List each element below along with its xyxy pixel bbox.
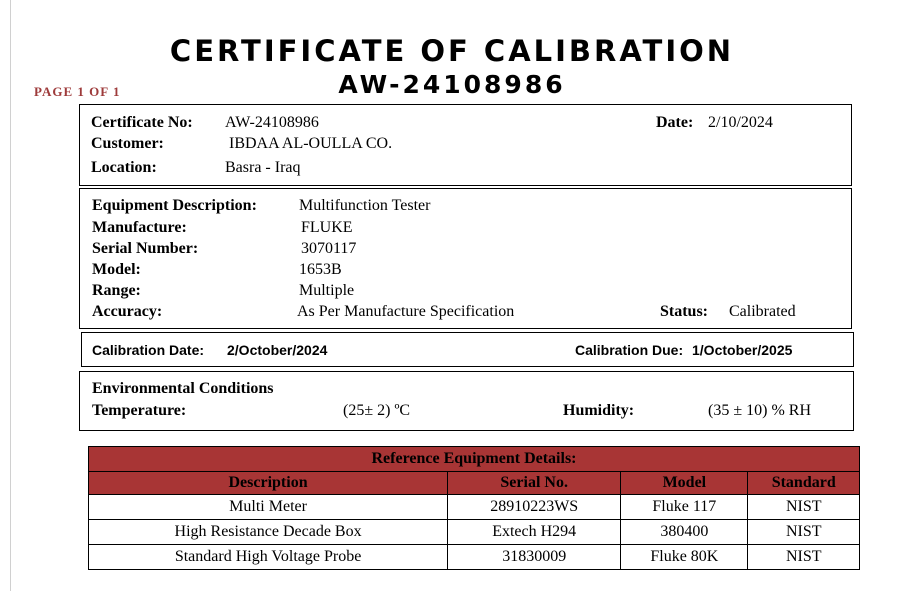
table-row bbox=[89, 520, 860, 545]
temperature-value: (25± 2) ºC bbox=[343, 402, 411, 419]
row-standard: NIST bbox=[748, 495, 860, 520]
reference-table-header-row bbox=[89, 472, 860, 495]
certificate-code: AW-24108986 bbox=[338, 70, 566, 99]
page-label: PAGE 1 OF 1 bbox=[34, 84, 121, 99]
calibration-due-value: 1/October/2025 bbox=[692, 342, 793, 358]
environment-box bbox=[79, 371, 854, 431]
calibration-box bbox=[81, 332, 854, 367]
date-value: 2/10/2024 bbox=[708, 114, 773, 131]
row-description: High Resistance Decade Box bbox=[89, 520, 448, 545]
column-header-description: Description bbox=[89, 472, 448, 495]
table-row bbox=[89, 495, 860, 520]
serial-label: Serial Number: bbox=[92, 240, 199, 257]
row-model: 380400 bbox=[621, 520, 748, 545]
customer-label: Customer: bbox=[91, 135, 164, 152]
cert-no-value: AW-24108986 bbox=[225, 114, 319, 131]
date-label: Date: bbox=[656, 114, 694, 131]
humidity-value: (35 ± 10) % RH bbox=[708, 402, 811, 419]
status-label: Status: bbox=[660, 303, 709, 320]
location-value: Basra - Iraq bbox=[225, 159, 301, 176]
column-header-standard: Standard bbox=[748, 472, 860, 495]
equipment-desc-value: Multifunction Tester bbox=[299, 197, 431, 214]
model-label: Model: bbox=[92, 261, 141, 278]
reference-table-title-row bbox=[89, 447, 860, 472]
serial-value: 3070117 bbox=[301, 240, 357, 257]
row-serial: 31830009 bbox=[448, 545, 621, 570]
accuracy-value: As Per Manufacture Specification bbox=[297, 303, 515, 320]
row-standard: NIST bbox=[748, 520, 860, 545]
row-model: Fluke 80K bbox=[621, 545, 748, 570]
table-row bbox=[89, 545, 860, 570]
row-description: Standard High Voltage Probe bbox=[89, 545, 448, 570]
environment-heading: Environmental Conditions bbox=[92, 380, 274, 397]
equipment-desc-label: Equipment Description: bbox=[92, 197, 257, 214]
accuracy-label: Accuracy: bbox=[92, 303, 163, 320]
column-header-serial: Serial No. bbox=[448, 472, 621, 495]
row-serial: Extech H294 bbox=[448, 520, 621, 545]
range-value: Multiple bbox=[299, 282, 355, 299]
calibration-due-label: Calibration Due: bbox=[575, 342, 684, 358]
reference-table-heading: Reference Equipment Details: bbox=[89, 447, 860, 472]
row-model: Fluke 117 bbox=[621, 495, 748, 520]
customer-value: IBDAA AL-OULLA CO. bbox=[229, 135, 393, 152]
row-serial: 28910223WS bbox=[448, 495, 621, 520]
equipment-box bbox=[79, 188, 852, 329]
humidity-label: Humidity: bbox=[563, 402, 635, 419]
certificate-title: CERTIFICATE OF CALIBRATION bbox=[169, 34, 735, 68]
row-standard: NIST bbox=[748, 545, 860, 570]
temperature-label: Temperature: bbox=[92, 402, 187, 419]
manufacture-label: Manufacture: bbox=[92, 219, 187, 236]
column-header-model: Model bbox=[621, 472, 748, 495]
range-label: Range: bbox=[92, 282, 141, 299]
model-value: 1653B bbox=[299, 261, 342, 278]
calibration-date-label: Calibration Date: bbox=[92, 342, 205, 358]
manufacture-value: FLUKE bbox=[301, 219, 353, 236]
row-description: Multi Meter bbox=[89, 495, 448, 520]
calibration-date-value: 2/October/2024 bbox=[227, 342, 328, 358]
certificate-info-box bbox=[79, 104, 852, 186]
cert-no-label: Certificate No: bbox=[91, 114, 193, 131]
reference-equipment-table bbox=[88, 446, 860, 570]
location-label: Location: bbox=[91, 159, 157, 176]
status-value: Calibrated bbox=[729, 303, 796, 320]
